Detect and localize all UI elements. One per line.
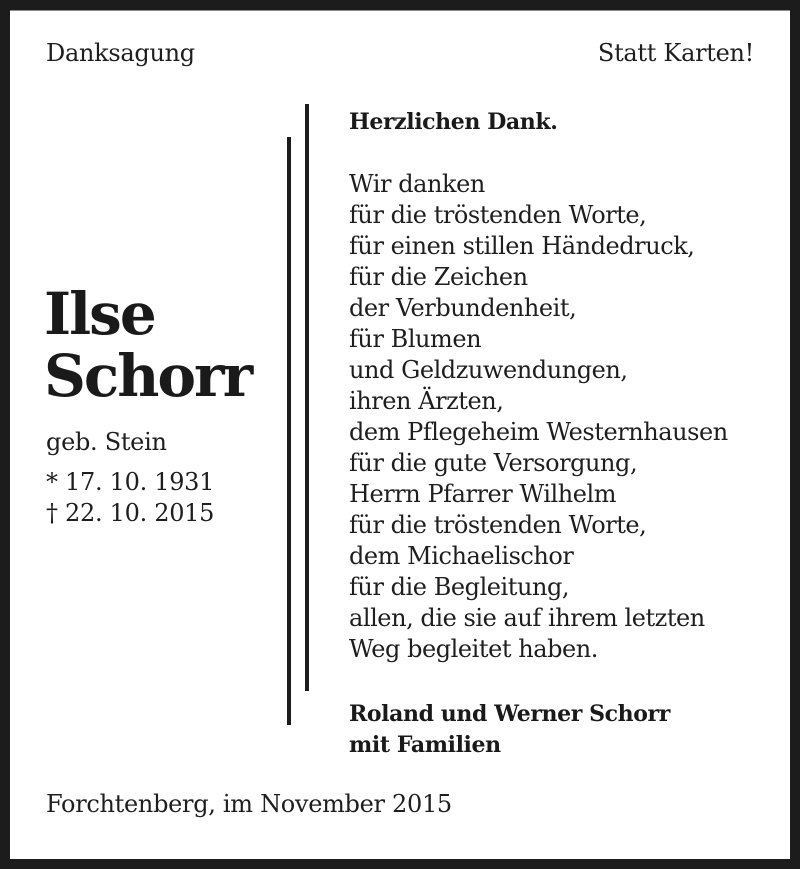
statt-karten-label: Statt Karten! <box>597 39 754 67</box>
death-date: † 22. 10. 2015 <box>46 499 215 527</box>
last-name: Schorr <box>44 342 252 410</box>
thanks-line: Herrn Pfarrer Wilhelm <box>349 480 616 508</box>
thanks-line: Wir danken <box>349 170 485 198</box>
thanks-line: für die tröstenden Worte, <box>349 201 647 229</box>
maiden-name: geb. Stein <box>46 428 167 456</box>
deceased-name <box>44 280 252 410</box>
birth-date: * 17. 10. 1931 <box>46 468 215 496</box>
thanks-line: für die Begleitung, <box>349 573 570 601</box>
signature-names: Roland und Werner Schorr <box>349 701 670 727</box>
thanks-title: Herzlichen Dank. <box>349 109 558 135</box>
thanks-line: dem Michaelischor <box>349 542 574 570</box>
signature <box>349 699 670 761</box>
thanks-line: für die Zeichen <box>349 263 528 291</box>
thanks-line: für einen stillen Händedruck, <box>349 232 695 260</box>
thanks-line: für die tröstenden Worte, <box>349 511 647 539</box>
obituary-notice <box>10 10 790 859</box>
thanks-line: und Geldzuwendungen, <box>349 356 628 384</box>
thanks-line: dem Pflegeheim Westernhausen <box>349 418 728 446</box>
signature-families: mit Familien <box>349 732 501 758</box>
thanks-line: ihren Ärzten, <box>349 387 504 415</box>
thanks-line: allen, die sie auf ihrem letzten <box>349 604 705 632</box>
life-dates <box>46 467 214 529</box>
place-and-date: Forchtenberg, im November 2015 <box>46 790 452 818</box>
thanks-line: für die gute Versorgung, <box>349 449 638 477</box>
first-name: Ilse <box>44 280 155 348</box>
notice-type-label: Danksagung <box>46 39 195 67</box>
thanks-line: Weg begleitet haben. <box>349 635 598 663</box>
thanks-line: für Blumen <box>349 325 482 353</box>
thanks-text <box>349 169 728 665</box>
vertical-divider-right <box>305 104 309 691</box>
vertical-divider-left <box>287 137 291 725</box>
thanks-line: der Verbundenheit, <box>349 294 577 322</box>
